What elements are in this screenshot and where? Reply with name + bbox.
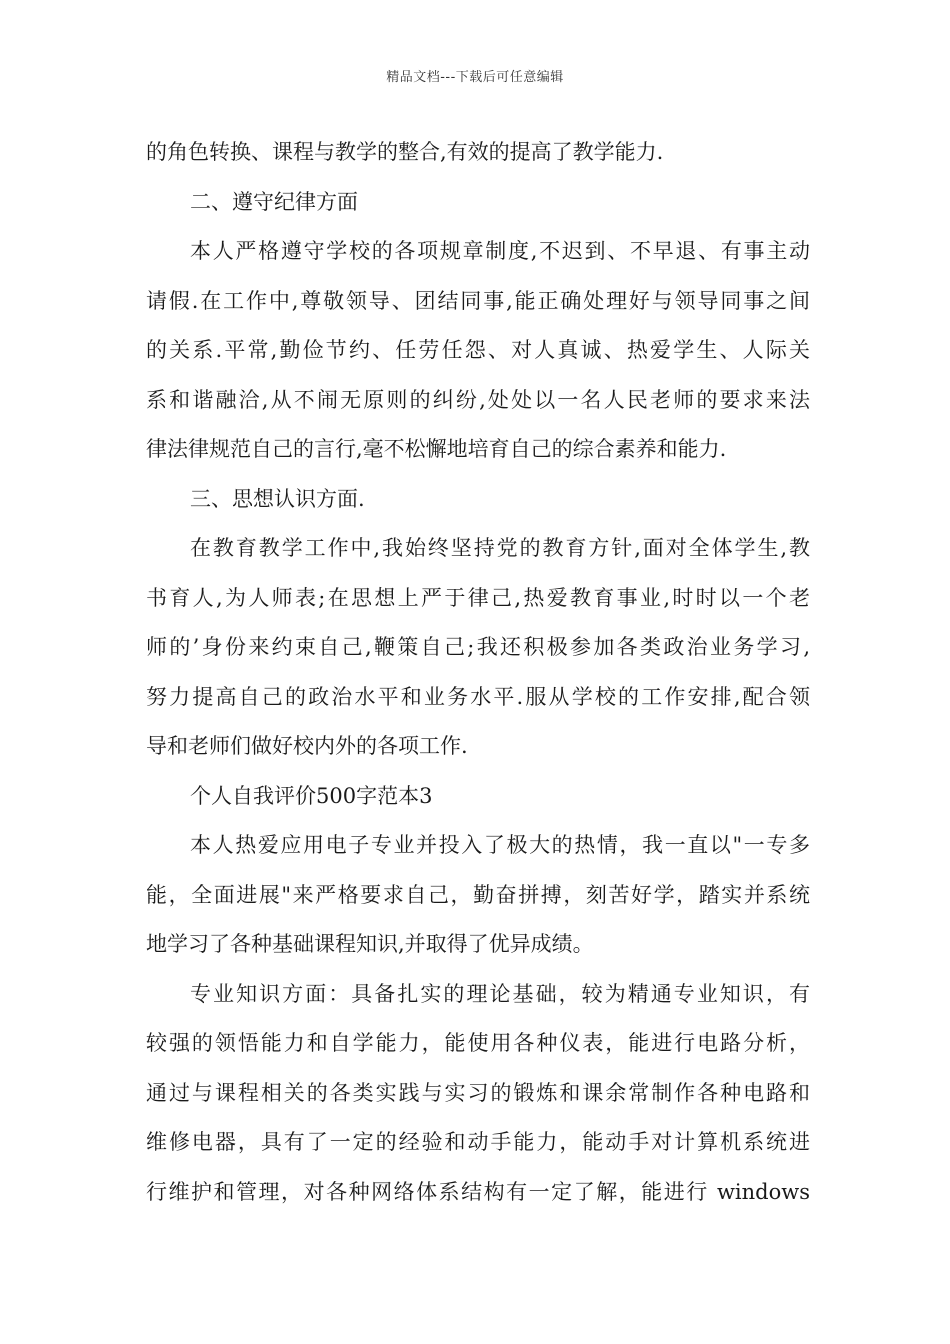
text-line: 维修电器，具有了一定的经验和动手能力，能动手对计算机系统进 [146, 1130, 810, 1154]
text-line: 的角色转换、课程与教学的整合,有效的提高了教学能力. [146, 140, 664, 164]
paragraph [146, 178, 810, 228]
paragraph [146, 475, 810, 525]
text-line: 个人自我评价500字范本3 [190, 783, 433, 808]
paragraph [146, 227, 810, 475]
text-line: 系和谐融洽,从不闹无原则的纠纷,处处以一名人民老师的要求来法 [146, 387, 810, 412]
text-line: 二、遵守纪律方面 [190, 189, 358, 214]
text-line: 书育人,为人师表;在思想上严于律己,热爱教育事业,时时以一个老 [146, 585, 810, 610]
text-line: 较强的领悟能力和自学能力，能使用各种仪表，能进行电路分析， [146, 1031, 810, 1055]
paragraph [146, 128, 810, 178]
text-line: 律法律规范自己的言行,毫不松懈地培育自己的综合素养和能力. [146, 437, 727, 461]
text-line: 师的’身份来约束自己,鞭策自己;我还积极参加各类政治业务学习, [146, 635, 810, 659]
paragraph [146, 821, 810, 970]
page-header: 精品文档---下载后可任意编辑 [386, 70, 564, 85]
text-line: 的关系.平常,勤俭节约、任劳任怨、对人真诚、热爱学生、人际关 [146, 338, 810, 362]
paragraph [146, 772, 810, 822]
text-line: 专业知识方面：具备扎实的理论基础，较为精通专业知识，有 [190, 981, 810, 1006]
text-line: 三、思想认识方面. [190, 486, 365, 511]
text-line: 请假.在工作中,尊敬领导、团结同事,能正确处理好与领导同事之间 [146, 288, 810, 313]
text-line: 通过与课程相关的各类实践与实习的锻炼和课余常制作各种电路和 [146, 1080, 810, 1105]
paragraph [146, 970, 810, 1218]
text-line: 地学习了各种基础课程知识,并取得了优异成绩。 [146, 932, 594, 956]
text-line: 导和老师们做好校内外的各项工作. [146, 734, 468, 758]
text-line: 在教育教学工作中,我始终坚持党的教育方针,面对全体学生,教 [190, 536, 810, 560]
text-line: 本人严格遵守学校的各项规章制度,不迟到、不早退、有事主动 [190, 239, 810, 263]
text-line: 能，全面进展"来严格要求自己，勤奋拼搏，刻苦好学，踏实并系统 [146, 882, 810, 907]
paragraph [146, 524, 810, 772]
text-line: 努力提高自己的政治水平和业务水平.服从学校的工作安排,配合领 [146, 684, 810, 709]
document-body [146, 128, 810, 1217]
text-line: 行维护和管理，对各种网络体系结构有一定了解，能进行 windows [146, 1179, 810, 1204]
text-line: 本人热爱应用电子专业并投入了极大的热情，我一直以"一专多 [190, 833, 810, 857]
